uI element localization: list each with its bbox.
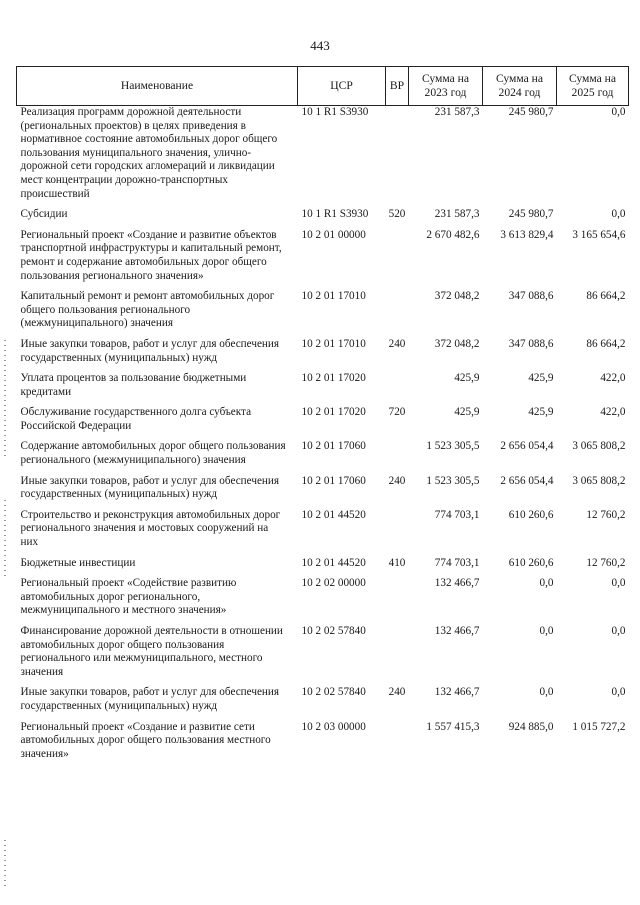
row-sum-2023: 1 557 415,3 [426,720,480,733]
header-sum-2023: Сумма на 2023 год [409,67,483,106]
margin-scan-marks [4,500,6,580]
row-sum-2023: 231 587,3 [434,208,480,221]
row-vr [386,372,409,406]
row-vr [386,229,409,290]
budget-table [16,66,629,768]
table-row [17,557,629,578]
row-name: Уплата процентов за пользование бюджетными кредитами [20,372,247,398]
table-row [17,338,629,372]
row-csr: 10 2 02 00000 [301,577,366,590]
row-sum-2025: 422,0 [600,372,626,385]
row-csr: 10 2 01 17010 [301,337,366,350]
row-sum-2024: 245 980,7 [508,106,554,118]
row-csr: 10 2 03 00000 [301,720,366,733]
row-sum-2024: 0,0 [539,577,554,590]
row-csr: 10 2 01 17020 [301,406,366,419]
row-vr [386,509,409,557]
row-sum-2025: 3 065 808,2 [572,474,626,487]
row-csr: 10 1 R1 S3930 [301,208,369,221]
row-sum-2024: 610 260,6 [508,508,554,521]
row-name: Иные закупки товаров, работ и услуг для обеспечения государственных (муниципальных) нужд [20,686,280,712]
row-vr [386,440,409,474]
table-row [17,577,629,625]
row-vr: 240 [388,337,406,350]
table-row [17,208,629,229]
margin-scan-marks [4,340,6,460]
row-sum-2023: 132 466,7 [434,625,480,637]
header-name: Наименование [17,67,298,106]
row-name: Субсидии [20,208,68,221]
row-sum-2023: 425,9 [454,372,480,385]
row-sum-2023: 372 048,2 [434,337,480,350]
row-sum-2023: 231 587,3 [434,106,480,118]
row-vr: 720 [388,406,406,419]
row-name: Иные закупки товаров, работ и услуг для обеспечения государственных (муниципальных) нужд [20,337,280,364]
header-sum-2025: Сумма на 2025 год [557,67,629,106]
row-name: Бюджетные инвестиции [20,556,136,569]
table-row [17,686,629,720]
row-csr: 10 2 01 44520 [301,508,366,521]
row-sum-2025: 3 065 808,2 [572,440,626,453]
row-name: Капитальный ремонт и ремонт автомобильных дорог общего пользования регионального (межмуниципального) значения [20,290,275,330]
table-row [17,721,629,769]
table-row [17,372,629,406]
header-vr: ВР [386,67,409,106]
table-row [17,440,629,474]
row-sum-2024: 347 088,6 [508,337,554,350]
row-vr [386,721,409,769]
row-sum-2024: 425,9 [528,406,554,419]
table-row [17,229,629,290]
row-sum-2023: 372 048,2 [434,290,480,303]
row-vr [386,290,409,338]
row-csr: 10 2 02 57840 [301,625,366,637]
row-sum-2025: 86 664,2 [586,290,626,303]
row-name: Региональный проект «Содействие развитию автомобильных дорог регионального, межмуниципального и местного значения» [20,577,237,617]
table-row [17,509,629,557]
row-sum-2023: 425,9 [454,406,480,419]
row-sum-2025: 3 165 654,6 [572,228,626,241]
row-csr: 10 2 01 17020 [301,372,366,385]
row-name: Содержание автомобильных дорог общего пользования регионального (межмуниципального) значения [20,440,286,467]
row-sum-2025: 12 760,2 [586,556,626,569]
row-sum-2024: 0,0 [539,686,554,699]
row-name: Региональный проект «Создание и развитие сети автомобильных дорог общего пользования местного значения» [20,720,271,760]
row-csr: 10 1 R1 S3930 [301,106,369,118]
row-csr: 10 2 01 44520 [301,556,366,569]
row-sum-2024: 0,0 [539,625,554,637]
row-sum-2025: 0,0 [611,625,626,637]
row-vr: 410 [388,556,406,569]
table-row [17,406,629,440]
row-vr [386,106,409,209]
table-row [17,625,629,686]
row-sum-2024: 924 885,0 [508,720,554,733]
row-name: Иные закупки товаров, работ и услуг для обеспечения государственных (муниципальных) нужд [20,474,280,501]
table-row [17,290,629,338]
row-csr: 10 2 01 00000 [301,228,366,241]
header-sum-2024: Сумма на 2024 год [483,67,557,106]
table-row [17,106,629,209]
row-sum-2023: 132 466,7 [434,686,480,699]
page-number: 443 [310,38,330,53]
table-row [17,475,629,509]
row-sum-2025: 0,0 [611,106,626,118]
row-sum-2024: 3 613 829,4 [500,228,554,241]
row-sum-2024: 610 260,6 [508,556,554,569]
row-sum-2025: 0,0 [611,577,626,590]
row-sum-2023: 1 523 305,5 [426,474,480,487]
table-header-row [17,67,629,106]
row-sum-2024: 425,9 [528,372,554,385]
row-vr [386,577,409,625]
row-sum-2025: 12 760,2 [586,508,626,521]
row-name: Реализация программ дорожной деятельности (региональных проектов) в целях приведения в нормативное состояние автомобильных дорог общего пользования муниципального значения, улично-дорожной сети городских агломераций и ликвидации мест концентрации дорожно-транспортных происшествий [20,106,278,200]
row-sum-2025: 422,0 [600,406,626,419]
row-sum-2024: 245 980,7 [508,208,554,221]
row-sum-2025: 0,0 [611,208,626,221]
row-sum-2023: 2 670 482,6 [426,228,480,241]
row-csr: 10 2 01 17060 [301,474,366,487]
row-sum-2024: 2 656 054,4 [500,474,554,487]
row-vr: 520 [388,208,406,221]
row-name: Обслуживание государственного долга субъекта Российской Федерации [20,406,252,432]
row-vr [386,625,409,686]
row-csr: 10 2 02 57840 [301,686,366,699]
row-name: Региональный проект «Создание и развитие объектов транспортной инфраструктуры и капитальный ремонт, ремонт и содержание автомобильных дорог общего пользования регионального значения» [20,228,282,282]
row-vr: 240 [388,686,406,699]
row-sum-2023: 774 703,1 [434,508,480,521]
row-sum-2025: 1 015 727,2 [572,720,626,733]
row-sum-2024: 347 088,6 [508,290,554,303]
row-vr: 240 [388,474,406,487]
header-csr: ЦСР [298,67,386,106]
row-name: Финансирование дорожной деятельности в отношении автомобильных дорог общего пользования регионального или межмуниципального, местного значения [20,625,283,678]
margin-scan-marks [4,840,6,890]
row-sum-2023: 774 703,1 [434,556,480,569]
row-csr: 10 2 01 17010 [301,290,366,303]
row-sum-2025: 86 664,2 [586,337,626,350]
row-csr: 10 2 01 17060 [301,440,366,453]
row-sum-2023: 1 523 305,5 [426,440,480,453]
row-sum-2023: 132 466,7 [434,577,480,590]
row-sum-2025: 0,0 [611,686,626,699]
row-name: Строительство и реконструкция автомобильных дорог регионального значения и мостовых сооружений на них [20,508,281,549]
row-sum-2024: 2 656 054,4 [500,440,554,453]
